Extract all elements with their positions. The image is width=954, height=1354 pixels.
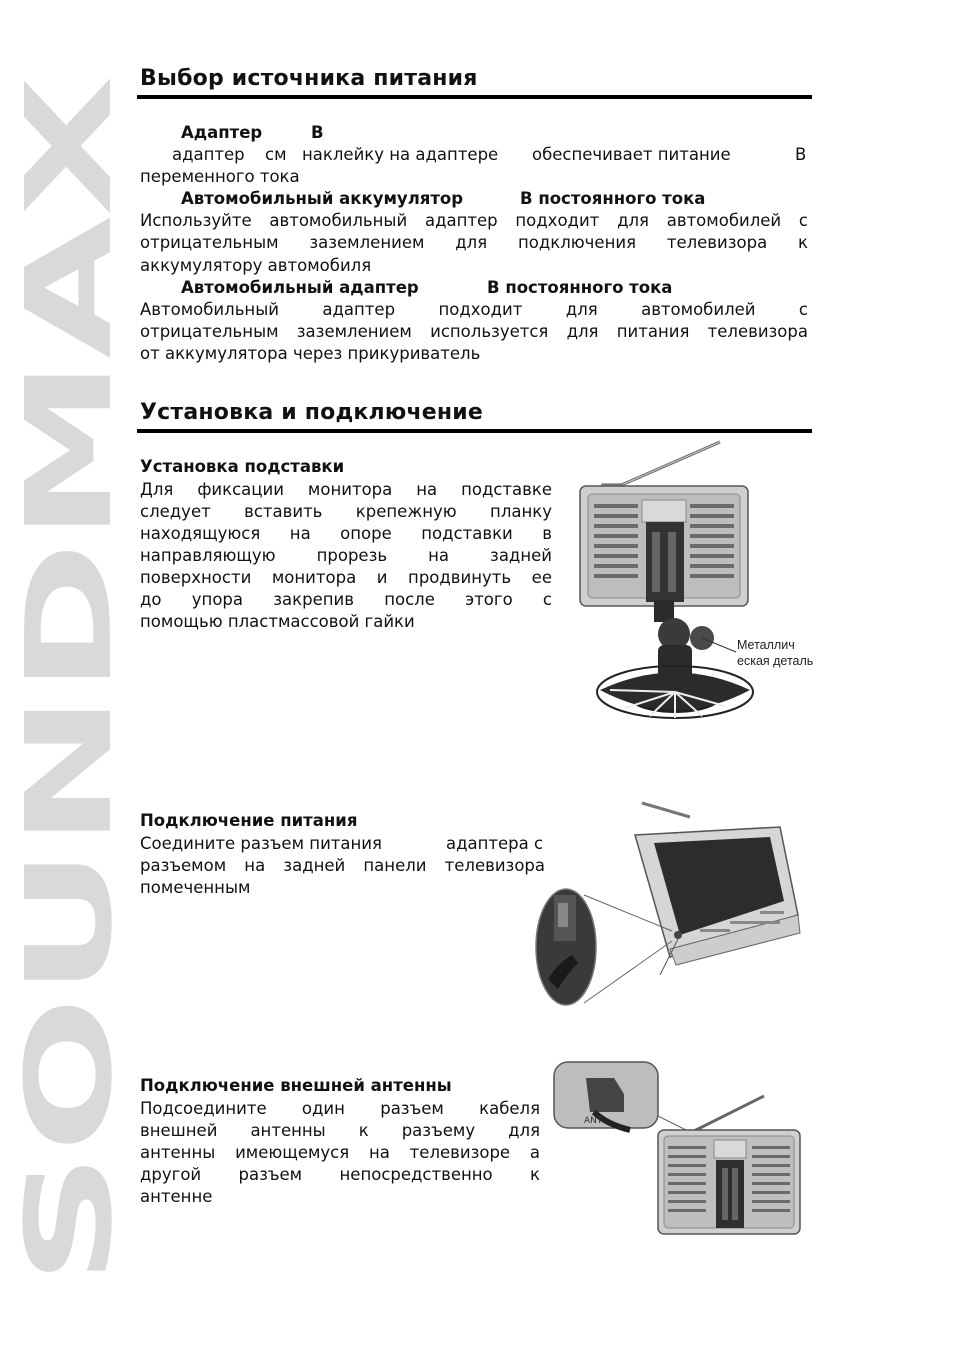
- brand-text: SOUNDMAX: [0, 507, 138, 1285]
- battery-text: аккумулятору автомобиля: [140, 256, 372, 275]
- section-rule: [137, 95, 812, 99]
- car-adapter-voltage: В постоянного тока: [487, 278, 673, 297]
- ant-label: ANT: [584, 1116, 603, 1126]
- battery-voltage: В постоянного тока: [520, 189, 706, 208]
- car-adapter-text: от аккумулятора через прикуриватель: [140, 344, 481, 363]
- soundmax-logo: [0, 70, 138, 1290]
- car-adapter-heading: Автомобильный адаптер: [181, 278, 419, 297]
- stand-text: направляющую прорезь на задней: [140, 546, 552, 565]
- tv-antenna-illustration: [550, 1060, 810, 1240]
- section-title-power-source: Выбор источника питания: [140, 66, 478, 91]
- car-adapter-text: Автомобильный адаптер подходит для автомобилей с: [140, 300, 808, 319]
- adapter-text: В: [795, 145, 807, 164]
- adapter-text: обеспечивает питание: [532, 145, 731, 164]
- stand-text: поверхности монитора и продвинуть ее: [140, 568, 552, 587]
- antenna-text: внешней антенны к разъему для: [140, 1121, 540, 1140]
- antenna-text: Подсоедините один разъем кабеля: [140, 1099, 540, 1118]
- adapter-voltage: В: [311, 123, 324, 142]
- adapter-heading: Адаптер: [181, 123, 263, 142]
- adapter-text: переменного тока: [140, 167, 300, 186]
- stand-text: Для фиксации монитора на подставке: [140, 480, 552, 499]
- power-text: разъемом на задней панели телевизора: [140, 856, 545, 875]
- stand-text: до упора закрепив после этого с: [140, 590, 552, 609]
- tv-power-illustration: [530, 795, 810, 1010]
- power-heading: Подключение питания: [140, 811, 358, 830]
- stand-text: следует вставить крепежную планку: [140, 502, 552, 521]
- stand-text: находящуюся на опоре подставки в: [140, 524, 552, 543]
- adapter-text: наклейку на адаптере: [302, 145, 499, 164]
- antenna-text: антенне: [140, 1187, 213, 1206]
- antenna-text: другой разъем непосредственно к: [140, 1165, 540, 1184]
- adapter-text: см: [265, 145, 287, 164]
- caption-line: еская деталь: [737, 654, 814, 668]
- power-text: Соедините разъем питания: [140, 834, 382, 853]
- section-title-installation: Установка и подключение: [140, 400, 484, 425]
- battery-text: Используйте автомобильный адаптер подходит для автомобилей с: [140, 211, 808, 230]
- caption-line: Металлич: [737, 638, 795, 652]
- battery-heading: Автомобильный аккумулятор: [181, 189, 464, 208]
- section-rule: [137, 429, 812, 433]
- stand-caption: [737, 637, 813, 669]
- car-adapter-text: отрицательным заземлением используется для питания телевизора: [140, 322, 808, 341]
- power-text: помеченным: [140, 878, 251, 897]
- battery-text: отрицательным заземлением для подключения телевизора к: [140, 233, 808, 252]
- tv-stand-illustration: [570, 440, 760, 725]
- adapter-text: адаптер: [172, 145, 245, 164]
- stand-text: помощью пластмассовой гайки: [140, 612, 415, 631]
- stand-heading: Установка подставки: [140, 457, 345, 476]
- antenna-heading: Подключение внешней антенны: [140, 1076, 452, 1095]
- antenna-text: антенны имеющемуся на телевизоре а: [140, 1143, 540, 1162]
- power-text: адаптера с: [446, 834, 544, 853]
